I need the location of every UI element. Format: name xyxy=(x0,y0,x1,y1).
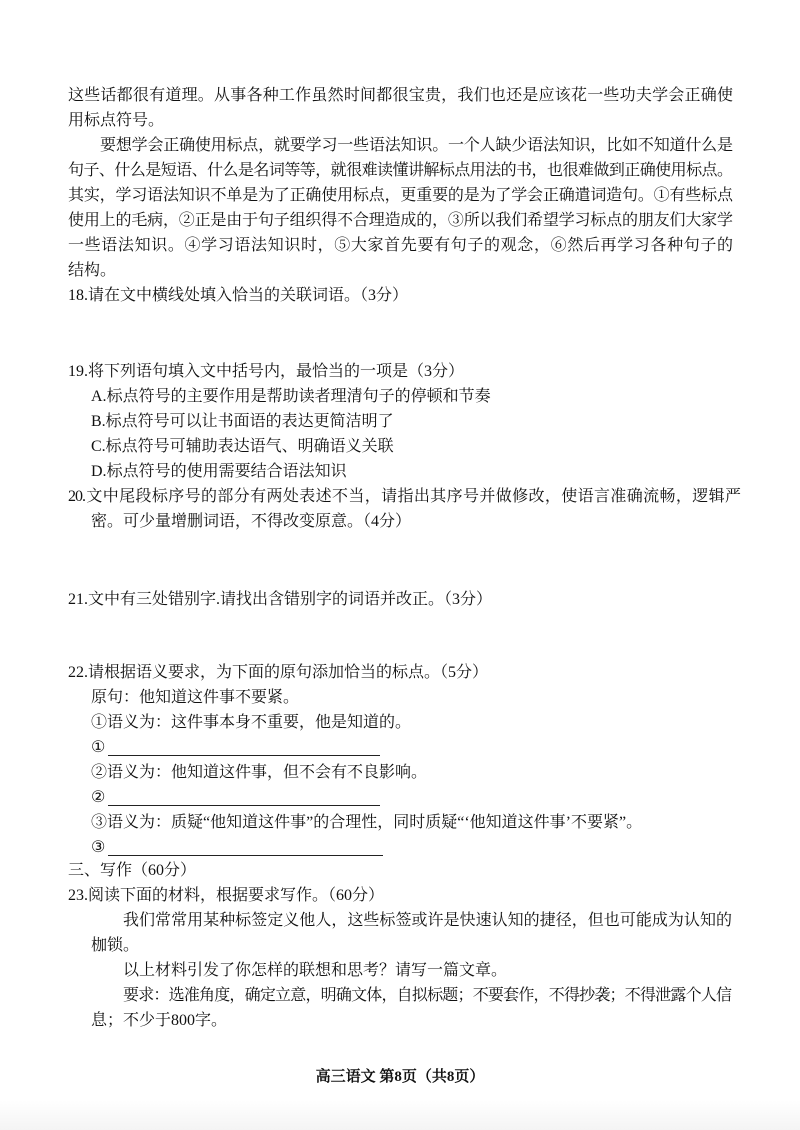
question-number: 22. xyxy=(68,664,88,681)
question-18 xyxy=(68,283,748,308)
question-23 xyxy=(68,883,748,1033)
option-text: 标点符号可辅助表达语气、明确语义关联 xyxy=(105,438,394,455)
section-heading: 三、写作（60分） xyxy=(68,862,197,879)
question-stem: 文中有三处错别字.请找出含错别字的词语并改正。（3分） xyxy=(88,591,493,608)
question-stem-line xyxy=(68,660,748,685)
question-number: 19. xyxy=(68,363,88,380)
question-stem-line xyxy=(68,484,740,509)
item-marker: ③ xyxy=(91,814,108,831)
passage-line: 结构。 xyxy=(68,262,117,279)
passage-line: 句子、什么是短语、什么是名词等等，就很难读懂讲解标点用法的书，也很难做到正确使用标点。 xyxy=(68,162,732,179)
answer-line-1 xyxy=(91,735,748,760)
item-marker: ② xyxy=(91,789,106,806)
option-letter: C. xyxy=(91,438,106,455)
requirement-line: 息；不少于800字。 xyxy=(91,1012,228,1029)
option-text: 标点符号的主要作用是帮助读者理清句子的停顿和节奏 xyxy=(106,388,491,405)
passage-line: 使用上的毛病，②正是由于句子组织得不合理造成的，③所以我们希望学习标点的朋友们大家学 xyxy=(68,212,732,229)
question-stem: 将下列语句填入文中括号内，最恰当的一项是（3分） xyxy=(88,363,465,380)
question-stem-line xyxy=(68,587,748,612)
question-number: 21. xyxy=(68,591,88,608)
passage-line: 要想学会正确使用标点，就要学习一些语法知识。一个人缺少语法知识，比如不知道什么是 xyxy=(100,137,732,154)
option-text: 标点符号可以让书面语的表达更简洁明了 xyxy=(105,413,394,430)
question-stem-line xyxy=(68,359,748,384)
answer-line-2 xyxy=(91,785,748,810)
question-19 xyxy=(68,359,748,484)
meaning-line-2 xyxy=(91,760,748,785)
passage xyxy=(68,83,748,283)
item-meaning: 语义为：这件事本身不重要，他是知道的。 xyxy=(107,714,412,731)
question-21 xyxy=(68,587,748,612)
question-stem-line xyxy=(68,883,748,908)
original-sentence: 原句：他知道这件事不要紧。 xyxy=(91,689,300,706)
question-number: 20. xyxy=(68,488,85,505)
meaning-line-1 xyxy=(91,710,748,735)
option-letter: B. xyxy=(91,413,106,430)
meaning-line-3 xyxy=(91,810,748,835)
option-c xyxy=(91,434,748,459)
answer-blank xyxy=(108,741,380,756)
option-letter: D. xyxy=(91,463,107,480)
passage-line: 其实，学习语法知识不单是为了正确使用标点，更重要的是为了学会正确遣词造句。①有些标点 xyxy=(68,187,732,204)
item-meaning: 语义为：质疑“他知道这件事”的合理性，同时质疑“‘他知道这件事’不要紧”。 xyxy=(107,814,643,831)
page-content xyxy=(68,83,748,1033)
passage-line: 一些语法知识。④学习语法知识时，⑤大家首先要有句子的观念，⑥然后再学习各种句子的 xyxy=(68,237,732,254)
question-stem-line xyxy=(68,283,748,308)
writing-prompt: 以上材料引发了你怎样的联想和思考？请写一篇文章。 xyxy=(123,962,508,979)
question-stem: 请根据语义要求，为下面的原句添加恰当的标点。（5分） xyxy=(88,664,489,681)
option-a xyxy=(91,384,748,409)
material-line: 枷锁。 xyxy=(91,937,140,954)
answer-line-3 xyxy=(91,835,748,858)
answer-blank xyxy=(108,841,383,856)
page-footer: 高三语文 第8页（共8页） xyxy=(315,1069,485,1085)
option-b xyxy=(91,409,748,434)
item-marker: ③ xyxy=(91,839,106,856)
item-marker: ① xyxy=(91,739,106,756)
question-22 xyxy=(68,660,748,858)
question-stem: 阅读下面的材料，根据要求写作。（60分） xyxy=(88,887,385,904)
requirement-line: 要求：选准角度，确定立意，明确文体，自拟标题；不要套作，不得抄袭；不得泄露个人信 xyxy=(123,987,731,1004)
passage-line: 这些话都很有道理。从事各种工作虽然时间都很宝贵，我们也还是应该花一些功夫学会正确使 xyxy=(68,87,732,104)
material-line: 我们常常用某种标签定义他人，这些标签或许是快速认知的捷径，但也可能成为认知的 xyxy=(123,912,731,929)
question-stem-continuation: 密。可少量增删词语，不得改变原意。（4分） xyxy=(91,513,412,530)
question-stem: 请在文中横线处填入恰当的关联词语。（3分） xyxy=(88,287,409,304)
item-meaning: 语义为：他知道这件事，但不会有不良影响。 xyxy=(107,764,428,781)
question-number: 23. xyxy=(68,887,88,904)
scan-bottom-edge xyxy=(0,1100,800,1130)
option-letter: A. xyxy=(91,388,107,405)
passage-line: 用标点符号。 xyxy=(68,112,165,129)
item-marker: ② xyxy=(91,764,108,781)
question-number: 18. xyxy=(68,287,88,304)
item-marker: ① xyxy=(91,714,108,731)
option-text: 标点符号的使用需要结合语法知识 xyxy=(106,463,347,480)
option-d xyxy=(91,459,748,484)
question-20 xyxy=(68,484,748,534)
question-stem: 文中尾段标序号的部分有两处表述不当，请指出其序号并做修改，使语言准确流畅，逻辑严 xyxy=(85,488,740,505)
answer-blank xyxy=(108,791,380,806)
